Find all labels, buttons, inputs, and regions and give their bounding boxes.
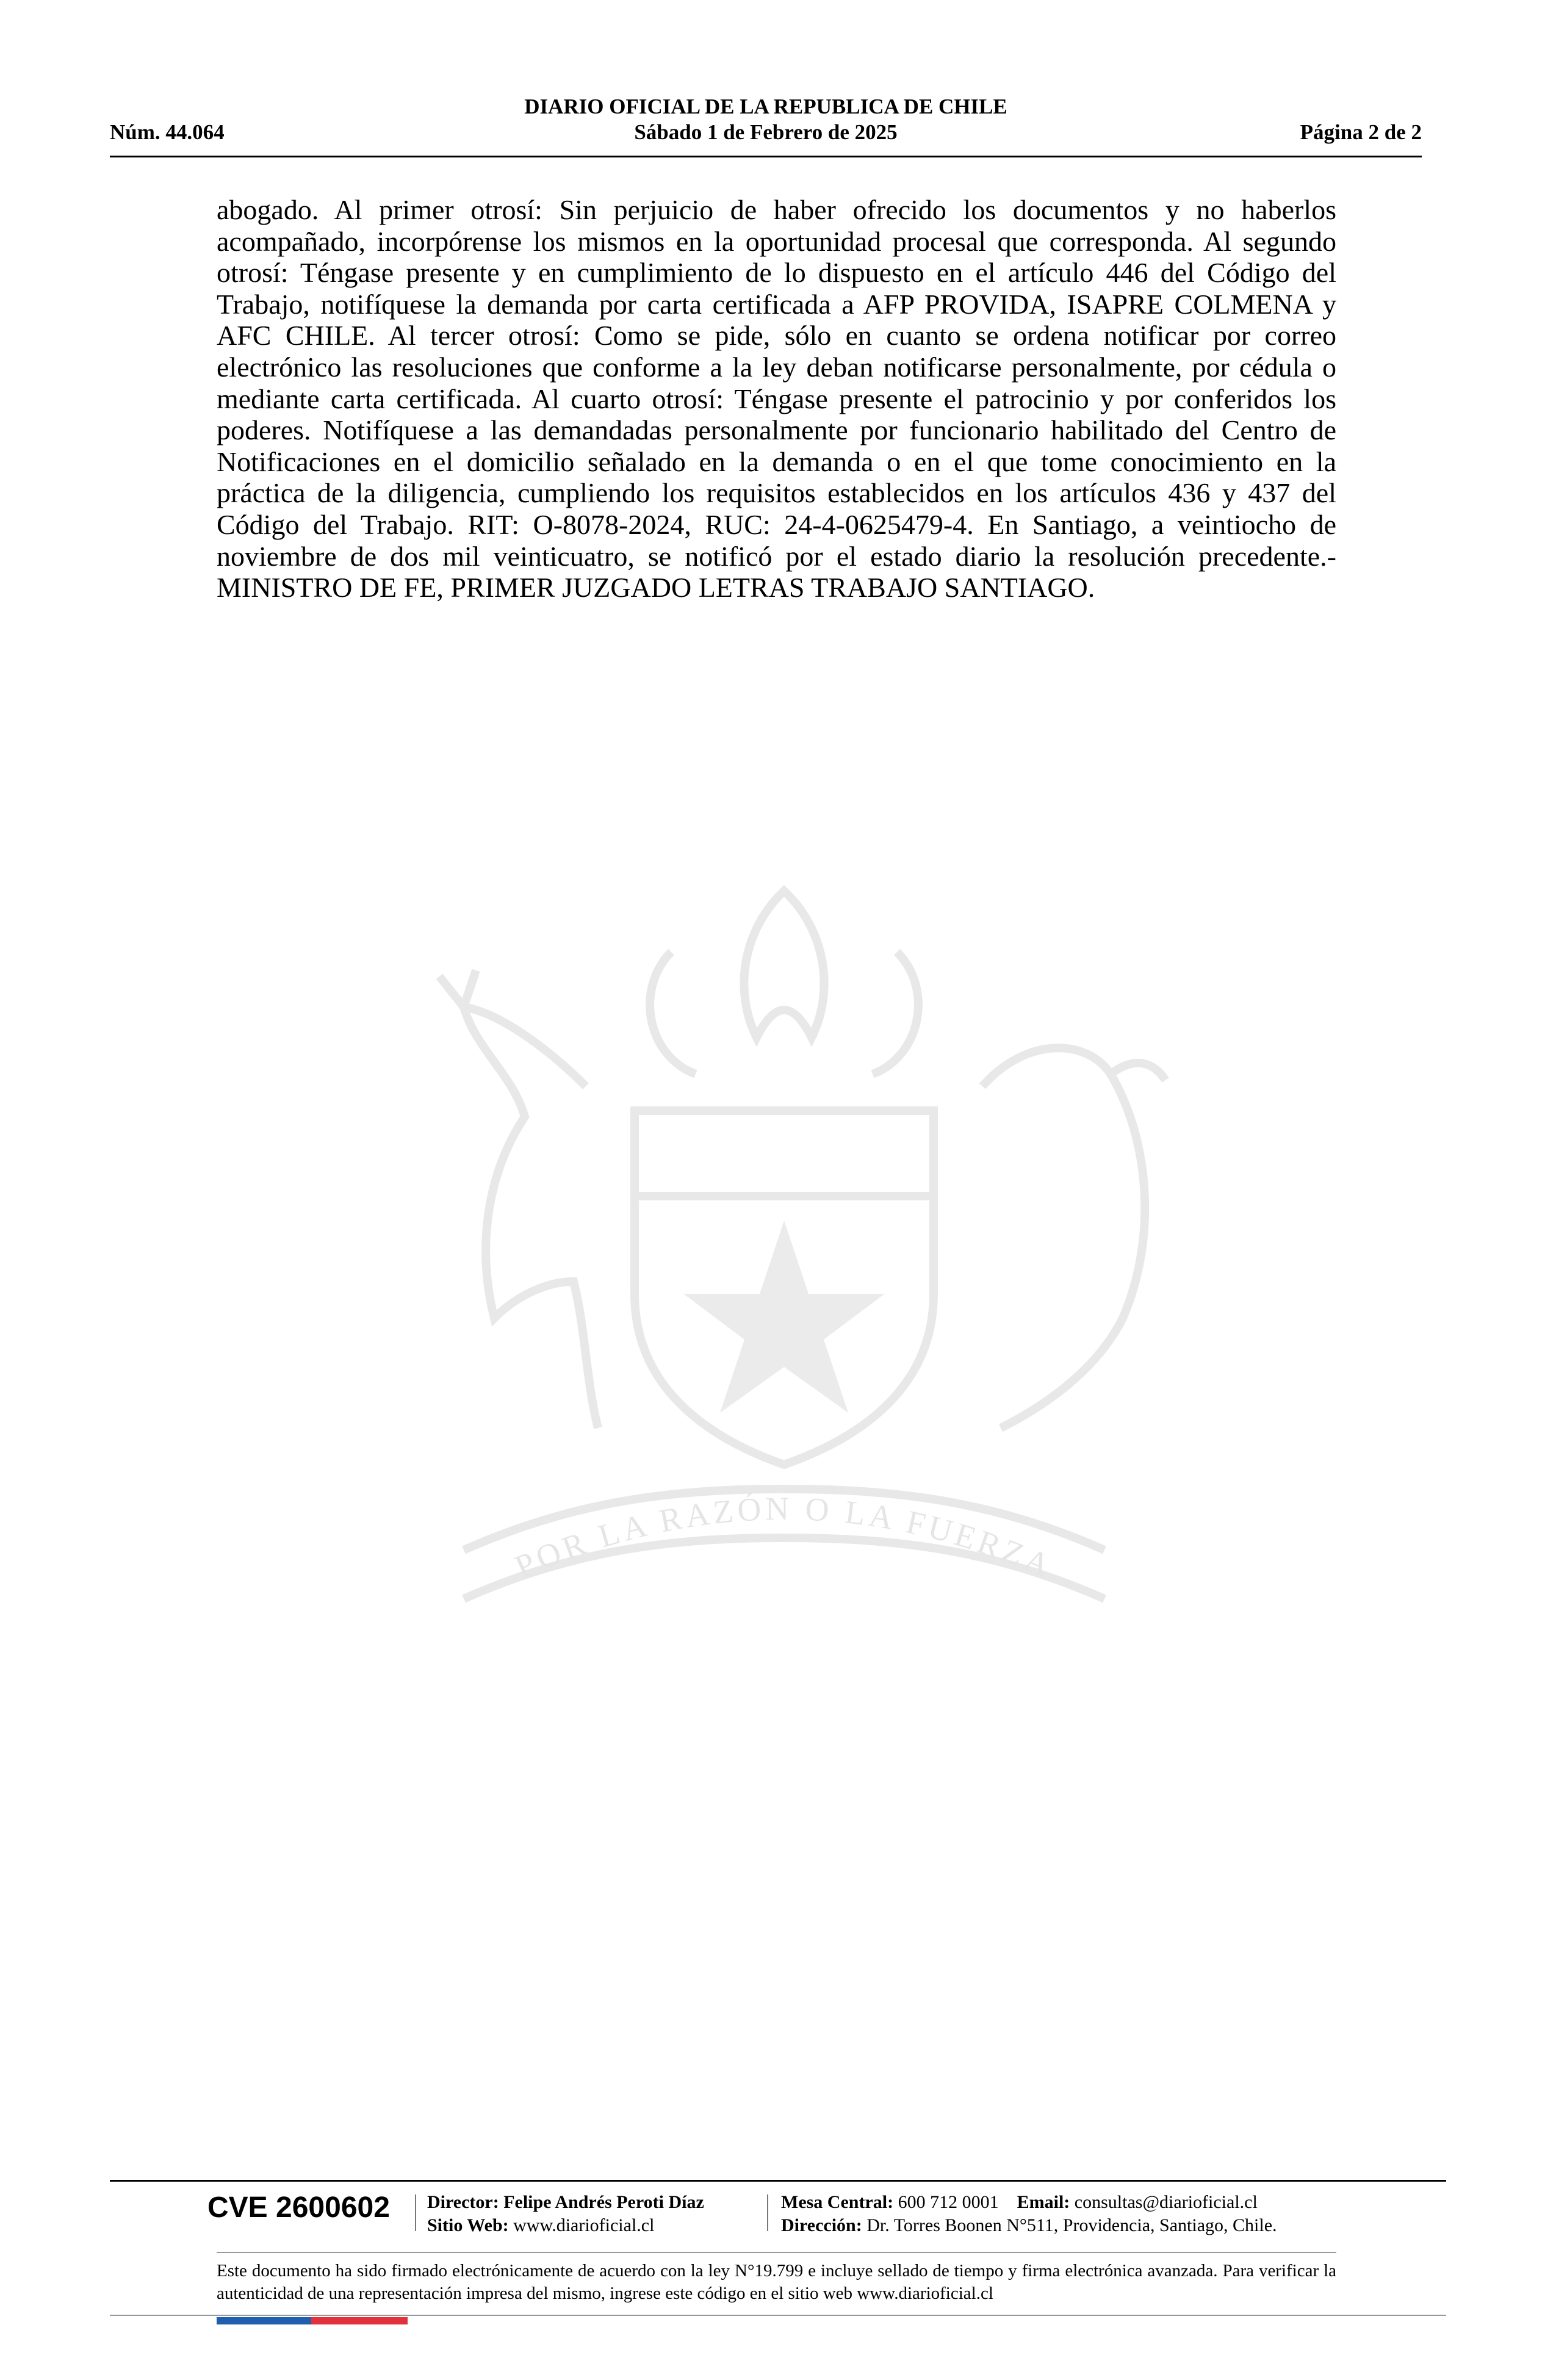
issue-number: Núm. 44.064 (110, 120, 225, 144)
director-line: Director: Felipe Andrés Peroti Díaz (427, 2192, 704, 2212)
issue-date: Sábado 1 de Febrero de 2025 (634, 120, 898, 144)
director-name: Felipe Andrés Peroti Díaz (503, 2192, 704, 2212)
flag-stripe-blue (217, 2317, 311, 2324)
contact-line: Mesa Central: 600 712 0001 Email: consultas@diarioficial.cl (781, 2192, 1258, 2212)
publication-title: DIARIO OFICIAL DE LA REPUBLICA DE CHILE (524, 95, 1007, 118)
footer-divider-bottom (110, 2315, 1446, 2316)
coat-of-arms-watermark (207, 854, 1361, 1648)
address-value: Dr. Torres Boonen N°511, Providencia, Santiago, Chile. (866, 2215, 1277, 2235)
watermark-motto: POR LA RAZÓN O LA FUERZA (510, 1490, 1059, 1585)
body-paragraph: abogado. Al primer otrosí: Sin perjuicio de haber ofrecido los documentos y no haberlos acompañado, incorpórense los mismos en la oportunidad procesal que corresponda. Al segundo otrosí: Téngase presente y en cumplimiento de lo dispuesto en el artículo 446 del Código del Trabajo, notifíquese la demanda por carta certificada a AFP PROVIDA, ISAPRE COLMENA y AFC CHILE. Al tercer otrosí: Como se pide, sólo en cuanto se ordena notificar por correo electrónico las resoluciones que conforme a la ley deban notificarse personalmente, por cédula o mediante carta certificada. Al cuarto otrosí: Téngase presente el patrocinio y por conferidos los poderes. Notifíquese a las demandadas personalmente por funcionario habilitado del Centro de Notificaciones en el domicilio señalado en la demanda o en el que tome conocimiento en la práctica de la diligencia, cumpliendo los requisitos establecidos en los artículos 436 y 437 del Código del Trabajo. RIT: O-8078-2024, RUC: 24-4-0625479-4. En Santiago, a veintiocho de noviembre de dos mil veinticuatro, se notificó por el estado diario la resolución precedente.- MINISTRO DE FE, PRIMER JUZGADO LETRAS TRABAJO SANTIAGO. (217, 194, 1336, 604)
flag-stripe-red (311, 2317, 408, 2324)
footer-divider-top (110, 2180, 1446, 2182)
phone-number: 600 712 0001 (898, 2192, 999, 2212)
page-number: Página 2 de 2 (1300, 120, 1422, 144)
footer-director-block (427, 2191, 704, 2237)
header-divider (110, 156, 1422, 157)
website-line: Sitio Web: www.diarioficial.cl (427, 2215, 655, 2235)
footer-divider-mid (217, 2252, 1336, 2253)
page-header (110, 95, 1422, 156)
legal-notice: Este documento ha sido firmado electrónicamente de acuerdo con la ley N°19.799 e incluye sellado de tiempo y firma electrónica avanzada. Para verificar la autenticidad de una representación impresa del mismo, ingrese este código en el sitio web www.diarioficial.cl (217, 2261, 1336, 2303)
email-link[interactable]: consultas@diarioficial.cl (1074, 2192, 1258, 2212)
website-link[interactable]: www.diarioficial.cl (513, 2215, 655, 2235)
footer-separator (767, 2194, 768, 2231)
footer-separator (415, 2194, 416, 2231)
cve-code: CVE 2600602 (207, 2191, 390, 2224)
footer-contact-block (781, 2191, 1277, 2237)
address-line: Dirección: Dr. Torres Boonen N°511, Providencia, Santiago, Chile. (781, 2215, 1277, 2235)
